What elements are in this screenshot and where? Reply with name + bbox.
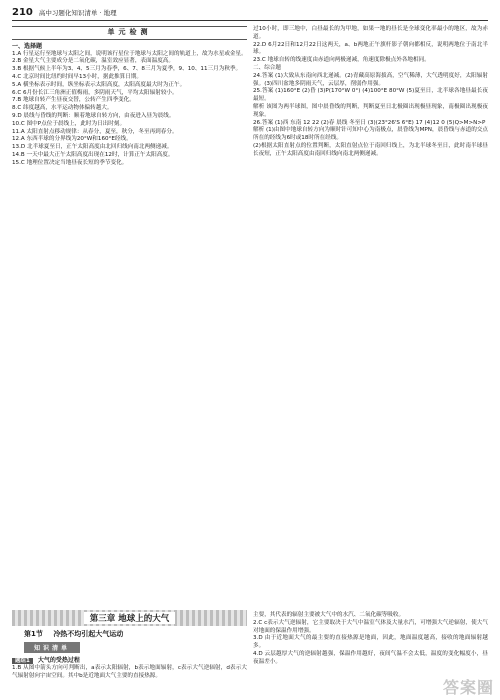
paragraph: 解析 (1)由图中地球自转方向为顺时针可知中心为南极点，晨昏线为MPN，晨昏线与赤道的交点所在的经线为6时或18时所在经线。 xyxy=(253,127,488,142)
paragraph: 14.B 一天中最大正午太阳高度出现在12时，计算正午太阳高度。 xyxy=(12,151,174,158)
right-column xyxy=(253,26,488,610)
section-name: 冷热不均引起大气运动 xyxy=(53,630,124,638)
paragraph: 26.答案 (1)西 东南 12 22 (2)春 晨线 冬至日 (3)(23°26'S 6°E) 17 (4)12 0 (5)Q>M>N>P xyxy=(253,119,486,126)
watermark-logo: 答案圈 xyxy=(442,678,494,697)
topic-label: 题组1 xyxy=(12,658,33,664)
paragraph: 15.C 地理位置决定当地昼夜长短的季节变化。 xyxy=(12,159,128,166)
paragraph: 23.C 地球自转的线速度由赤道向两极递减，角速度除极点外各地相同。 xyxy=(253,57,430,64)
bottom-left-text xyxy=(12,665,247,681)
paragraph: 11.A 太阳直射点移动规律：从春分，夏至，秋分，冬至再到春分。 xyxy=(12,128,178,135)
paragraph: 24.答案 (1)大致从东南向西北递减。(2)青藏高原海拔高，空气稀薄，大气透明度好，太阳辐射强。(3)四川盆地多阴雨天气，云层厚，削弱作用强。 xyxy=(253,72,488,87)
paragraph: 1.A 行星运行至地球与太阳之间，说明该行星位于地球与太阳之间的轨道上，故为水星或金星。 xyxy=(12,50,247,57)
paragraph: 10.C 图中P点位于晨线上，此时为日出时刻。 xyxy=(12,120,126,127)
paragraph: 3.D 由于近地面大气的最主要的直接热源是地面，因此，地面温度越高，接收的地面辐射越多。 xyxy=(253,635,488,650)
paragraph: 4.C 北京时间比纽约时间早13小时，据此推算日期。 xyxy=(12,73,143,80)
chapter-banner xyxy=(12,610,247,626)
chapter-title: 第三章 地球上的大气 xyxy=(84,612,175,624)
knowledge-tag: 知识清单 xyxy=(24,642,80,653)
paragraph: 解析 该图为两半球图，图中晨昏线的判断，判断夏至日北极圈出现极昼现象，南极圈出现极夜现象。 xyxy=(253,103,488,118)
paragraph: 主要，其代表的辐射主要被大气中的水汽、二氧化碳等吸收。 xyxy=(253,612,405,618)
paragraph: 7.B 地球自转产生昼夜交替，公转产生四季变化。 xyxy=(12,97,135,104)
bottom-right-text xyxy=(253,612,488,667)
paragraph: 25.答案 (1)160°E (2)昏 (3)P(170°W 0°) (4)100°E 80°W (5)夏至日，北半球各地昼最长夜最短。 xyxy=(253,88,488,103)
section-heading xyxy=(24,629,131,639)
section-number: 第1节 xyxy=(24,630,43,638)
paragraph: 13.D 北半球夏至日，正午太阳高度由北回归线向南北两侧递减。 xyxy=(12,144,173,151)
paragraph: 8.C 纬度越高，水平运动物体偏转越大。 xyxy=(12,105,113,112)
book-title: 高中习题化知识清单 · 地理 xyxy=(38,8,117,17)
topic-line xyxy=(12,655,80,664)
paragraph: 22.D 6月22日和12月22日这两天，a、b两地正午旗杆影子朝向都相反，说明两地位于南北半球。 xyxy=(253,41,488,56)
subsection-title: 一、选择题 xyxy=(12,42,43,50)
paragraph: 1.B 从图中箭头方向可判断出，a表示太阳辐射，b表示地面辐射，c表示大气逆辐射，d表示大气辐射射向宇宙空间。其中b是近地面大气主要的直接热源。 xyxy=(12,665,247,679)
left-column xyxy=(12,26,247,610)
paragraph: 2.B 金星大气主要成分是二氧化碳，温室效应显著，表面温度高。 xyxy=(12,58,174,65)
topic-title: 大气的受热过程 xyxy=(37,657,80,664)
page-header xyxy=(12,4,488,21)
paragraph: 12.A 东西半球的分界线为20°W和160°E经线。 xyxy=(12,136,132,143)
paragraph: 4.D 云层越厚大气的逆辐射越强，保温作用越好，夜间气温不会太低，温度的变化幅度小，昼夜温差小。 xyxy=(253,650,488,665)
paragraph: 3.B 根据气候上半年为3、4、5三月为春季，6、7、8三月为夏季，9、10、11三月为秋季。 xyxy=(12,66,242,73)
page-number: 210 xyxy=(12,6,33,18)
paragraph: 2.C c表示大气逆辐射，它主要取决于大气中温室气体及大量水汽，可增强大气逆辐射，使大气对地面的保温作用增强。 xyxy=(253,619,488,634)
section-title: 单元检测 xyxy=(12,26,247,40)
paragraph: 5.A 横坐标表示时间，纵坐标表示太阳高度，太阳高度最大时为正午。 xyxy=(12,81,186,88)
paragraph: 过10小时，即三地中，白昼最长的为甲地，如果一地的昼长是全球变化率最小的地区，故为赤道。 xyxy=(253,26,488,40)
paragraph: 二、综合题 xyxy=(253,64,281,71)
paragraph: 6.C 6月份长江三角洲正值梅雨，多阴雨天气，平均太阳辐射较小。 xyxy=(12,89,178,96)
paragraph: (2)根据太阳直射点的位置判断，太阳直射点位于南回归线上，为北半球冬至日，此时南半球昼长夜短，正午太阳高度由南回归线向南北两侧递减。 xyxy=(253,142,488,157)
paragraph: 9.D 晨线与昏线的判断：顺着地球自转方向，由夜进入昼为晨线。 xyxy=(12,112,175,119)
